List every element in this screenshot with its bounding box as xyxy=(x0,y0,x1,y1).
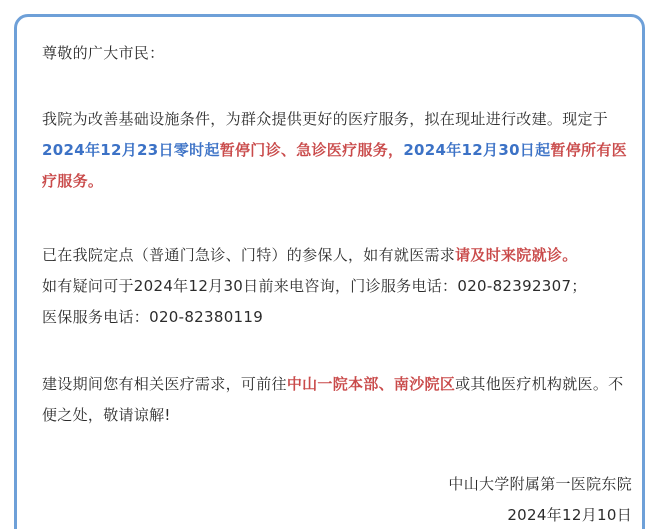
signature xyxy=(42,469,632,529)
insured-intro: 已在我院定点（普通门急诊、门特）的参保人，如有就医需求 xyxy=(42,246,456,264)
paragraph-alternatives xyxy=(42,369,632,431)
paragraph-closure xyxy=(42,104,632,197)
insurance-phone-line: 医保服务电话：020-82380119 xyxy=(42,308,264,326)
paragraph-insured xyxy=(42,240,632,333)
alternatives-outro: 或其他医疗机构就医。不便之处，敬请谅解! xyxy=(42,375,624,424)
alternatives-intro: 建设期间您有相关医疗需求，可前往 xyxy=(42,375,287,393)
signature-org: 中山大学附属第一医院东院 xyxy=(448,475,632,493)
date-all-suspension: 2024年12月30日起 xyxy=(403,141,551,159)
closure-intro: 我院为改善基础设施条件，为群众提供更好的医疗服务，拟在现址进行改建。现定于 xyxy=(42,110,609,128)
outpatient-phone-line: 如有疑问可于2024年12月30日前来电咨询，门诊服务电话：020-82392307； xyxy=(42,277,587,295)
all-suspension-text: 暂停所有医疗服务。 xyxy=(42,141,627,190)
greeting: 尊敬的广大市民： xyxy=(42,44,165,62)
alternative-campuses: 中山一院本部、南沙院区 xyxy=(286,375,456,393)
date-outpatient-suspension: 2024年12月23日零时起 xyxy=(42,141,220,159)
outpatient-suspension-text: 暂停门诊、急诊医疗服务， xyxy=(219,141,404,159)
insured-line-1 xyxy=(42,240,632,271)
signature-date: 2024年12月10日 xyxy=(507,506,632,524)
visit-promptly-text: 请及时来院就诊。 xyxy=(455,246,578,264)
